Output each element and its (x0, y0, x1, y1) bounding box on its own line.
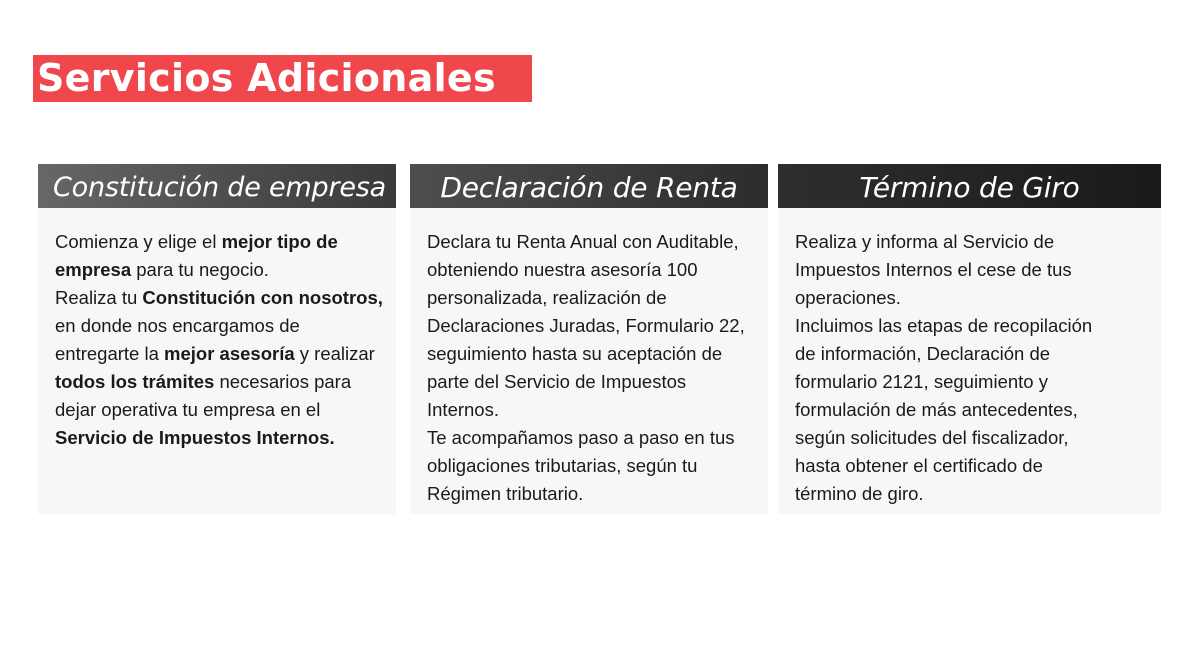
card-description (38, 208, 396, 452)
description-line (795, 312, 1151, 340)
description-line (795, 396, 1151, 424)
text-segment: obligaciones tributarias, según tu (427, 455, 698, 476)
text-segment: operaciones. (795, 287, 901, 308)
bold-text: mejor tipo de (221, 231, 338, 252)
description-line (795, 228, 1151, 256)
text-segment: parte del Servicio de Impuestos (427, 371, 687, 392)
bold-text: Servicio de Impuestos Internos. (55, 427, 335, 448)
text-segment: formulación de más antecedentes, (795, 399, 1078, 420)
text-segment: según solicitudes del fiscalizador, (795, 427, 1069, 448)
description-line (55, 340, 386, 368)
description-line (55, 256, 386, 284)
text-segment: en donde nos encargamos de (55, 315, 300, 336)
text-segment: Declaraciones Juradas, Formulario 22, (427, 315, 745, 336)
card-description (410, 208, 768, 508)
text-segment: hasta obtener el certificado de (795, 455, 1043, 476)
description-line (427, 480, 758, 508)
card-description (778, 208, 1161, 508)
text-segment: para tu negocio. (131, 259, 269, 280)
description-line (427, 424, 758, 452)
description-line (795, 480, 1151, 508)
description-line (427, 396, 758, 424)
text-segment: Régimen tributario. (427, 483, 584, 504)
card-heading: Declaración de Renta (410, 164, 768, 208)
card-heading: Constitución de empresa (38, 164, 396, 208)
text-segment: Realiza y informa al Servicio de (795, 231, 1055, 252)
card-declaracion-renta (410, 164, 768, 514)
description-line (795, 284, 1151, 312)
description-line (795, 368, 1151, 396)
text-segment: entregarte la (55, 343, 165, 364)
description-line (795, 256, 1151, 284)
bold-text: todos los trámites (55, 371, 215, 392)
description-line (55, 424, 386, 452)
text-segment: Realiza tu (55, 287, 143, 308)
description-line (795, 424, 1151, 452)
description-line (427, 340, 758, 368)
description-line (427, 256, 758, 284)
bold-text: mejor asesoría (164, 343, 295, 364)
text-segment: dejar operativa tu empresa en el (55, 399, 321, 420)
text-segment: personalizada, realización de (427, 287, 667, 308)
text-segment: Comienza y elige el (55, 231, 222, 252)
bold-text: Constitución con nosotros, (142, 287, 383, 308)
description-line (427, 228, 758, 256)
text-segment: obteniendo nuestra asesoría 100 (427, 259, 698, 280)
text-segment: Impuestos Internos el cese de tus (795, 259, 1072, 280)
text-segment: Incluimos las etapas de recopilación (795, 315, 1093, 336)
text-segment: de información, Declaración de (795, 343, 1051, 364)
text-segment: Internos. (427, 399, 499, 420)
bold-text: empresa (55, 259, 132, 280)
card-heading: Término de Giro (778, 164, 1161, 208)
description-line (55, 368, 386, 396)
description-line (427, 452, 758, 480)
text-segment: formulario 2121, seguimiento y (795, 371, 1048, 392)
description-line (795, 452, 1151, 480)
card-termino-giro (778, 164, 1161, 514)
description-line (55, 284, 386, 312)
text-segment: término de giro. (795, 483, 924, 504)
description-line (427, 368, 758, 396)
text-segment: y realizar (294, 343, 375, 364)
text-segment: Declara tu Renta Anual con Auditable, (427, 231, 739, 252)
text-segment: seguimiento hasta su aceptación de (427, 343, 723, 364)
description-line (795, 340, 1151, 368)
page-title: Servicios Adicionales (33, 55, 532, 102)
description-line (55, 312, 386, 340)
description-line (55, 228, 386, 256)
card-constitucion-empresa (38, 164, 396, 514)
description-line (55, 396, 386, 424)
description-line (427, 312, 758, 340)
text-segment: necesarios para (214, 371, 352, 392)
description-line (427, 284, 758, 312)
text-segment: Te acompañamos paso a paso en tus (427, 427, 735, 448)
